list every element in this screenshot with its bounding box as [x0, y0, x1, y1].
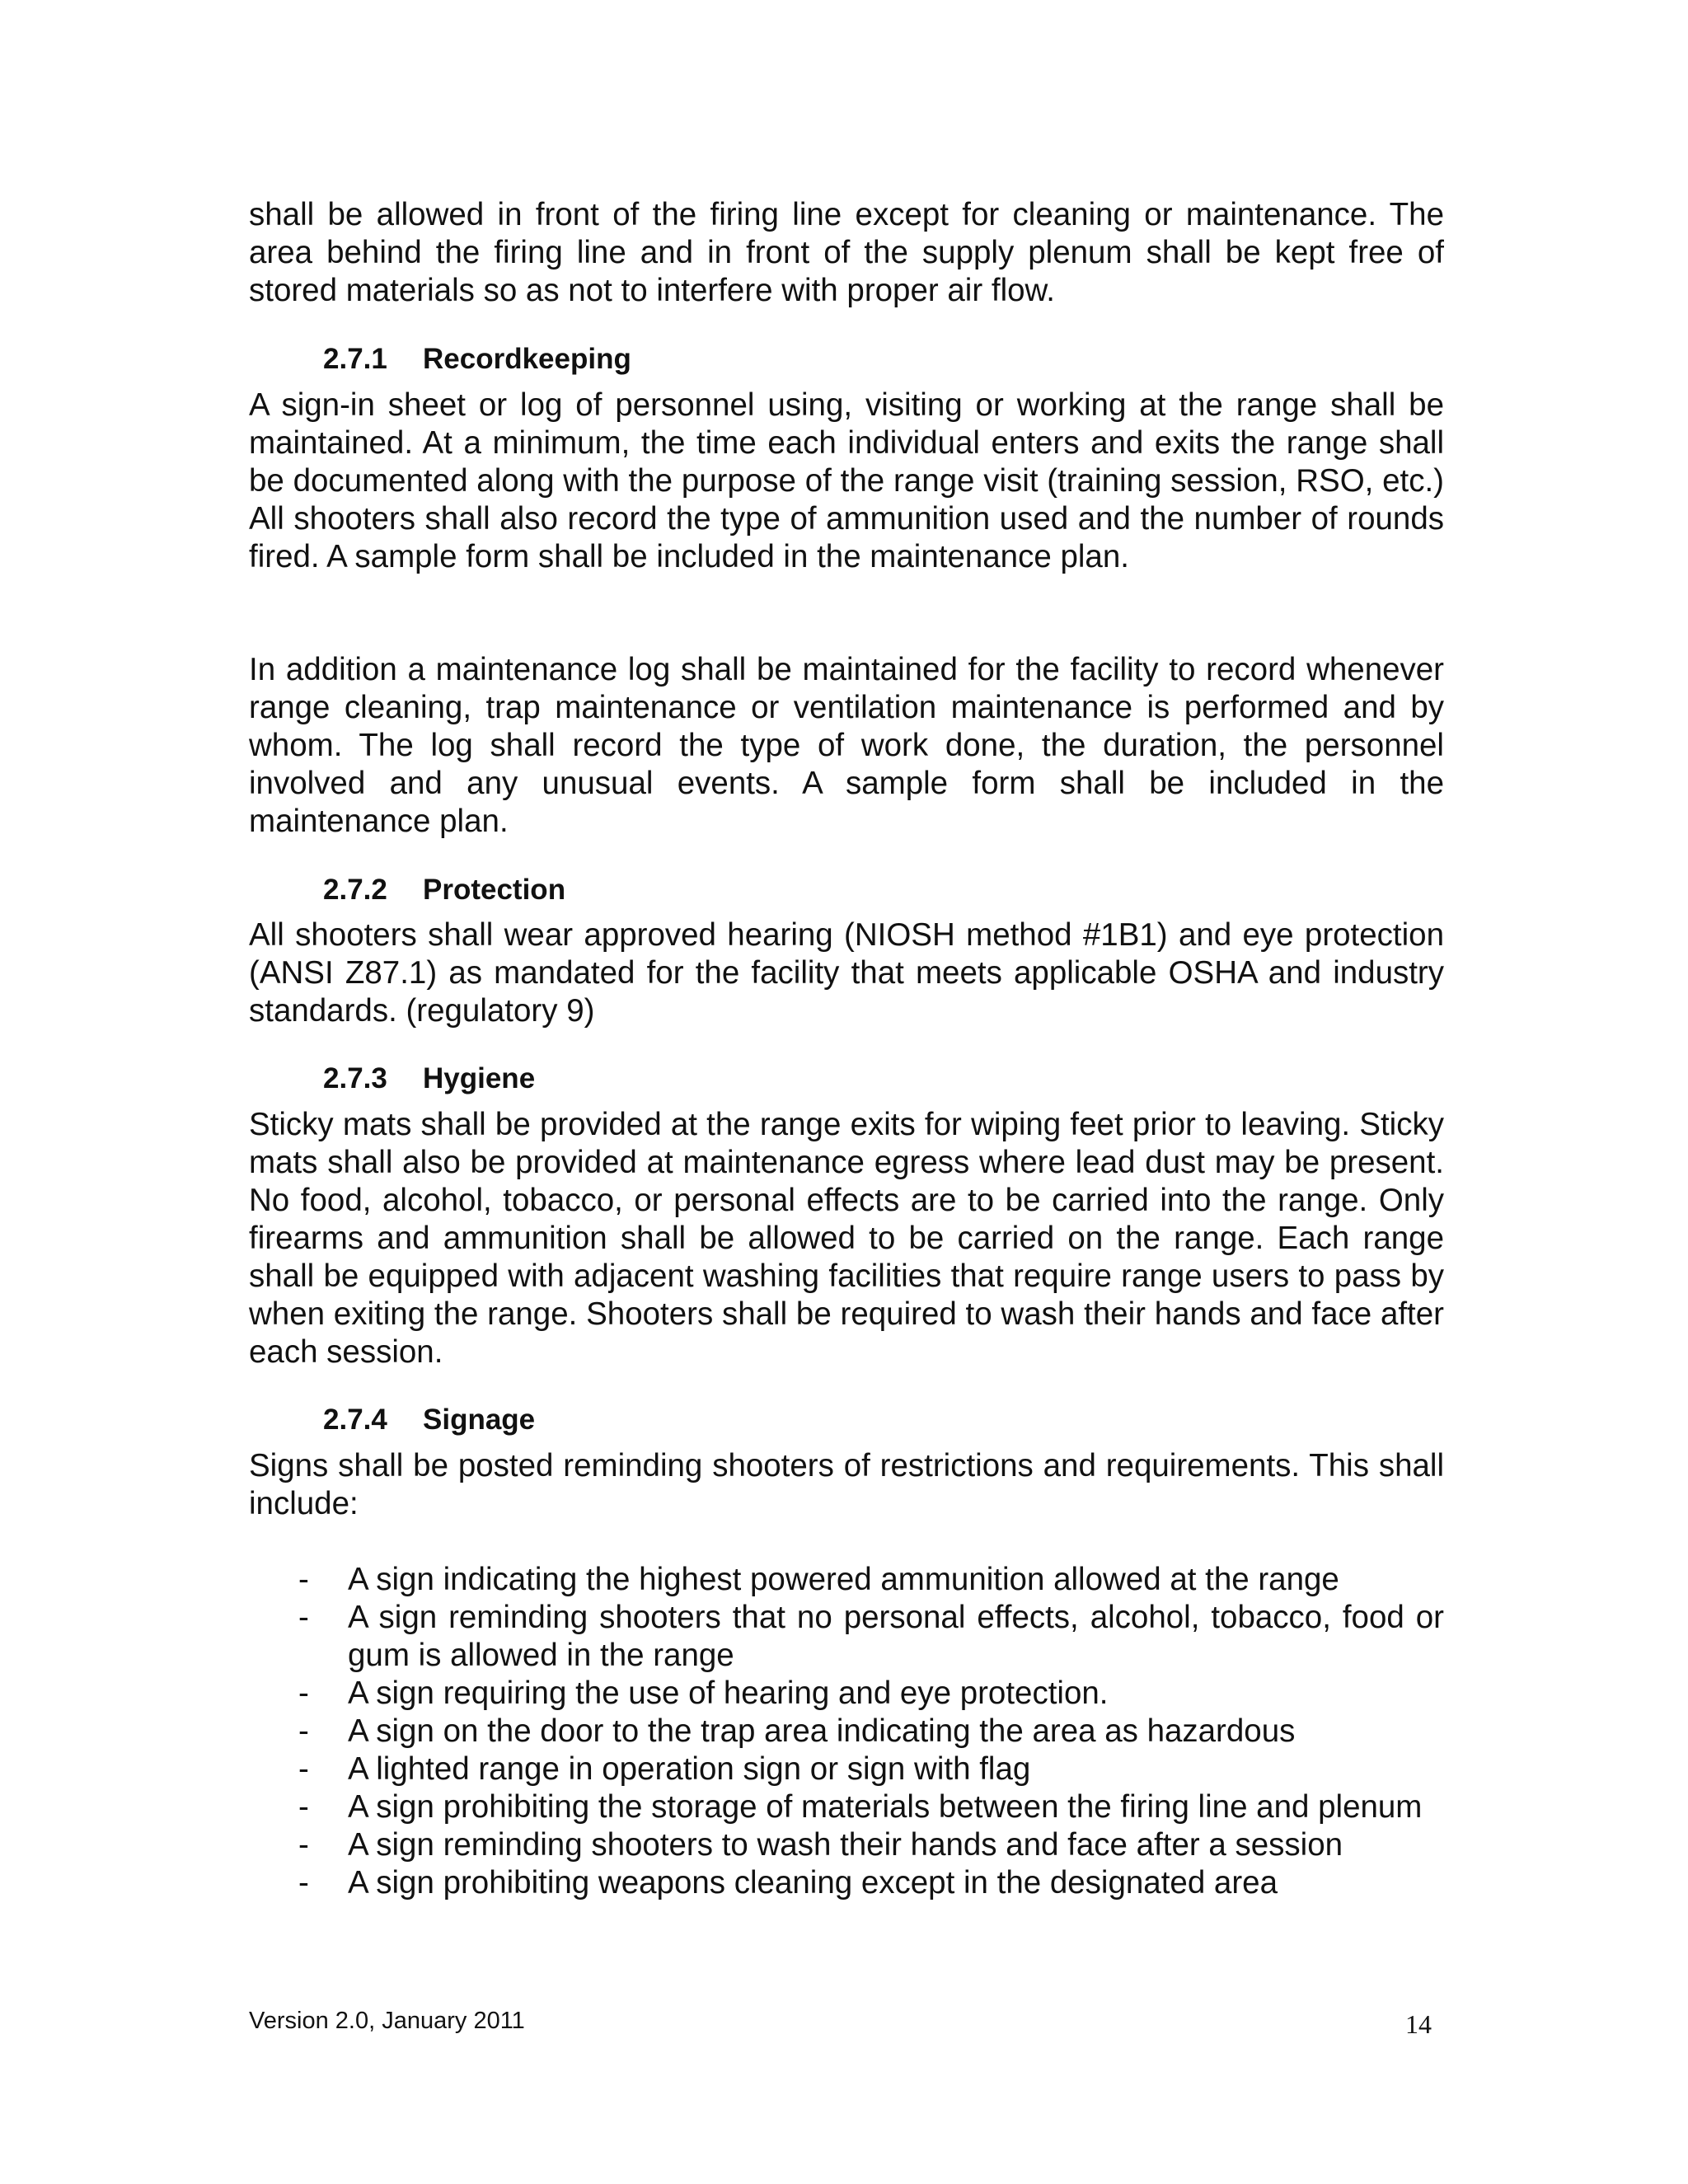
section-heading-protection [323, 872, 565, 908]
list-item-text: A sign on the door to the trap area indicating the area as hazardous [348, 1713, 1296, 1749]
signage-list [249, 1561, 1444, 1902]
protection-paragraph: All shooters shall wear approved hearing (NIOSH method #1B1) and eye protection (ANSI Z87.1) as mandated for the facility that meets applicable OSHA and industry standards. (regulatory 9) [249, 917, 1444, 1029]
hygiene-paragraph: Sticky mats shall be provided at the range exits for wiping feet prior to leaving. Sticky mats shall also be provided at maintenance egress where lead dust may be present. No food, alcohol, tobacco, or personal effects are to be carried into the range. Only firearms and ammunition shall be allowed to be carried on the range. Each range shall be equipped with adjacent washing facilities that require range users to pass by when exiting the range. Shooters shall be required to wash their hands and face after each session. [249, 1107, 1444, 1370]
page-number: 14 [1405, 2009, 1432, 2039]
list-item-text: A lighted range in operation sign or sign with flag [348, 1751, 1031, 1787]
list-item [249, 1561, 1444, 1599]
bullet-dash: - [298, 1713, 309, 1749]
list-item-text: A sign prohibiting the storage of materials between the firing line and plenum [348, 1789, 1423, 1825]
section-number: 2.7.1 [323, 343, 387, 375]
intro-paragraph: shall be allowed in front of the firing line except for cleaning or maintenance. The area behind the firing line and in front of the supply plenum shall be kept free of stored materials so as not to interfere with proper air flow. [249, 197, 1444, 308]
bullet-dash: - [298, 1789, 309, 1825]
section-heading-signage [323, 1402, 535, 1438]
list-item [249, 1788, 1444, 1826]
section-number: 2.7.3 [323, 1062, 387, 1094]
list-item [249, 1675, 1444, 1713]
section-number: 2.7.2 [323, 874, 387, 906]
list-item [249, 1826, 1444, 1864]
list-item [249, 1750, 1444, 1788]
list-item-text: A sign reminding shooters to wash their hands and face after a session [348, 1827, 1343, 1863]
bullet-dash: - [298, 1675, 309, 1711]
list-item-text: A sign reminding shooters that no personal effects, alcohol, tobacco, food or gum is allowed in the range [348, 1600, 1444, 1673]
list-item-text: A sign requiring the use of hearing and eye protection. [348, 1675, 1109, 1711]
section-title: Recordkeeping [423, 343, 631, 375]
section-heading-hygiene [323, 1061, 535, 1097]
section-title: Signage [423, 1404, 536, 1436]
list-item [249, 1864, 1444, 1902]
list-item [249, 1713, 1444, 1750]
section-heading-recordkeeping [323, 341, 631, 377]
section-title: Hygiene [423, 1062, 536, 1094]
signage-paragraph: Signs shall be posted reminding shooters of restrictions and requirements. This shall include: [249, 1448, 1444, 1521]
section-title: Protection [423, 874, 566, 906]
section-number: 2.7.4 [323, 1404, 387, 1436]
recordkeeping-paragraph-2: In addition a maintenance log shall be maintained for the facility to record whenever range cleaning, trap maintenance or ventilation maintenance is performed and by whom. The log shall record the type of work done, the duration, the personnel involved and any unusual events. A sample form shall be included in the maintenance plan. [249, 652, 1444, 839]
bullet-dash: - [298, 1751, 309, 1787]
bullet-dash: - [298, 1827, 309, 1863]
bullet-dash: - [298, 1562, 309, 1597]
recordkeeping-paragraph-1: A sign-in sheet or log of personnel using, visiting or working at the range shall be maintained. At a minimum, the time each individual enters and exits the range shall be documented along with the purpose of the range visit (training session, RSO, etc.) All shooters shall also record the type of ammunition used and the number of rounds fired. A sample form shall be included in the maintenance plan. [249, 387, 1444, 574]
bullet-dash: - [298, 1865, 309, 1900]
list-item-text: A sign indicating the highest powered ammunition allowed at the range [348, 1562, 1339, 1597]
list-item-text: A sign prohibiting weapons cleaning except in the designated area [348, 1865, 1278, 1900]
list-item [249, 1599, 1444, 1675]
bullet-dash: - [298, 1600, 309, 1635]
footer-version: Version 2.0, January 2011 [249, 2008, 525, 2034]
